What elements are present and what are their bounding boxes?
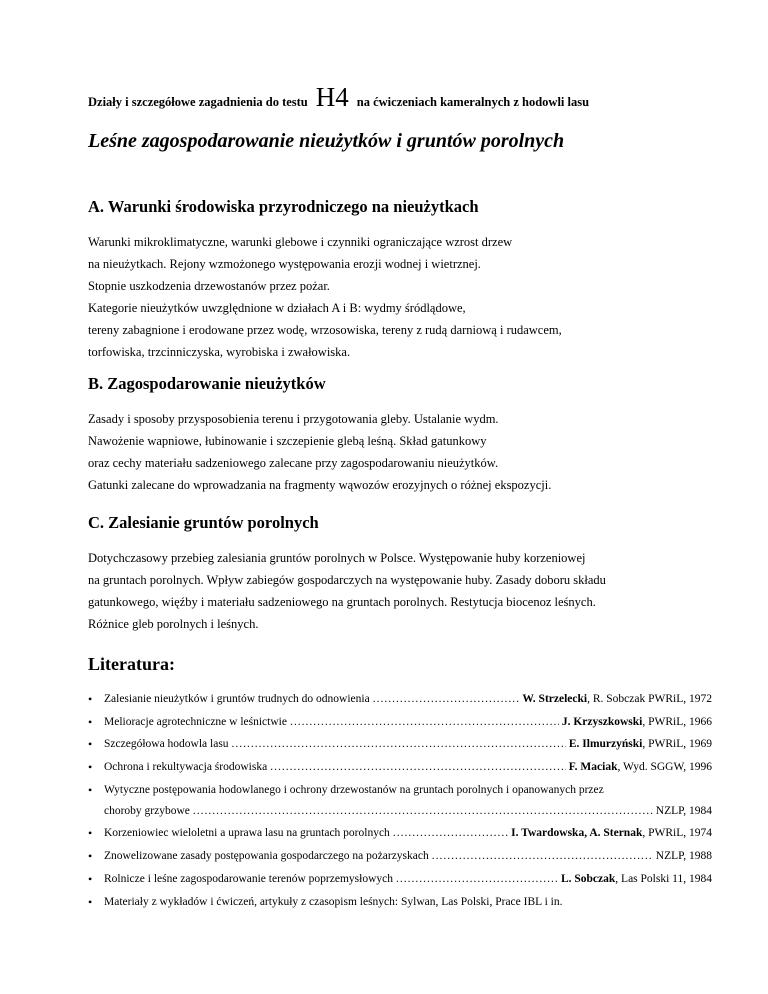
- literature-title: Znowelizowane zasady postępowania gospodarczego na pożarzyskach: [104, 850, 429, 863]
- literature-item: [88, 892, 712, 913]
- literature-author: L. Sobczak: [560, 872, 616, 885]
- bullet-icon: •: [88, 849, 93, 864]
- dot-leader: [373, 689, 520, 710]
- dot-leader: [396, 869, 558, 890]
- section-b-line: Gatunki zalecane do wprowadzania na fragmenty wąwozów erozyjnych o różnej ekspozycji.: [88, 478, 552, 492]
- dot-leader: [290, 712, 559, 733]
- literature-title: Materiały z wykładów i ćwiczeń, artykuły z czasopism leśnych: Sylwan, Las Polski, Prace IBL i in.: [104, 895, 563, 908]
- literature-title: Zalesianie nieużytków i gruntów trudnych do odnowienia: [104, 693, 370, 705]
- section-a-body: [88, 231, 728, 363]
- section-c-line: Różnice gleb porolnych i leśnych.: [88, 617, 259, 631]
- literature-publisher: , PWRiL, 1974: [642, 827, 712, 840]
- literature-title: Korzeniowiec wieloletni a uprawa lasu na gruntach porolnych: [104, 827, 390, 840]
- literature-item: [88, 823, 712, 844]
- literature-item: [88, 846, 712, 867]
- literature-title: Wytyczne postępowania hodowlanego i ochrony drzewostanów na gruntach porolnych i opanowanych przez: [104, 783, 604, 796]
- header-prefix: Działy i szczegółowe zagadnienia do testu: [88, 95, 308, 109]
- section-b-heading: B. Zagospodarowanie nieużytków: [88, 374, 326, 393]
- header-suffix: na ćwiczeniach kameralnych z hodowli lasu: [356, 95, 590, 109]
- document-title: Leśne zagospodarowanie nieużytków i gruntów porolnych: [88, 130, 565, 152]
- literature-heading: Literatura:: [88, 654, 175, 674]
- literature-item: [88, 734, 712, 755]
- bullet-icon: •: [88, 871, 93, 886]
- literature-item: [88, 869, 712, 890]
- literature-author: W. Strzelecki: [522, 693, 588, 705]
- section-a-line: Stopnie uszkodzenia drzewostanów przez pożar.: [88, 279, 330, 293]
- literature-item: [88, 689, 712, 710]
- bullet-icon: •: [88, 782, 93, 797]
- section-a-line: torfowiska, trzcinniczyska, wyrobiska i zwałowiska.: [88, 345, 351, 359]
- test-code: H4: [315, 82, 349, 112]
- section-c-line: Dotychczasowy przebieg zalesiania gruntów porolnych w Polsce. Występowanie huby korzeniowej: [88, 551, 586, 565]
- bullet-icon: •: [88, 826, 93, 841]
- literature-author: F. Maciak: [568, 761, 618, 774]
- literature-item: [88, 757, 712, 778]
- bullet-icon: •: [88, 894, 93, 909]
- section-a-line: Kategorie nieużytków uwzględnione w działach A i B: wydmy śródlądowe,: [88, 301, 466, 315]
- literature-publisher: , PWRiL, 1969: [642, 738, 712, 751]
- literature-title-continued: choroby grzybowe: [104, 804, 190, 817]
- literature-title: Melioracje agrotechniczne w leśnictwie: [104, 715, 287, 728]
- literature-publisher: , PWRiL, 1966: [642, 715, 712, 728]
- section-b-line: Zasady i sposoby przysposobienia terenu i przygotowania gleby. Ustalanie wydm.: [88, 412, 499, 426]
- bullet-icon: •: [88, 760, 93, 775]
- dot-leader: [193, 801, 653, 822]
- section-a-line: na nieużytkach. Rejony wzmożonego występowania erozji wodnej i wietrznej.: [88, 257, 481, 271]
- literature-item: [88, 780, 712, 822]
- literature-title: Rolnicze i leśne zagospodarowanie terenów poprzemysłowych: [104, 872, 393, 885]
- section-c-body: [88, 547, 728, 635]
- dot-leader: [232, 734, 566, 755]
- literature-author: I. Twardowska, A. Sternak: [511, 827, 643, 840]
- section-b-line: oraz cechy materiału sadzeniowego zalecane przy zagospodarowaniu nieużytków.: [88, 456, 499, 470]
- literature-publisher: NZLP, 1988: [655, 850, 712, 863]
- section-c-line: na gruntach porolnych. Wpływ zabiegów gospodarczych na występowanie huby. Zasady doboru składu: [88, 573, 606, 587]
- section-c-heading: C. Zalesianie gruntów porolnych: [88, 513, 319, 532]
- literature-author: E. Ilmurzyński: [568, 738, 643, 751]
- section-a-line: tereny zabagnione i erodowane przez wodę, wrzosowiska, tereny z rudą darniową i rudawcem,: [88, 323, 562, 337]
- section-b-body: [88, 408, 728, 496]
- dot-leader: [432, 846, 653, 867]
- bullet-icon: •: [88, 737, 93, 752]
- literature-item: [88, 712, 712, 733]
- header-line: [88, 82, 748, 113]
- literature-publisher: , R. Sobczak PWRiL, 1972: [587, 693, 712, 705]
- bullet-icon: •: [88, 692, 93, 706]
- literature-list: [88, 689, 712, 914]
- section-c-line: gatunkowego, więźby i materiału sadzeniowego na gruntach porolnych. Restytucja biocenoz leśnych.: [88, 595, 596, 609]
- dot-leader: [393, 823, 508, 844]
- dot-leader: [270, 757, 566, 778]
- section-a-heading: A. Warunki środowiska przyrodniczego na nieużytkach: [88, 197, 479, 216]
- literature-publisher: NZLP, 1984: [655, 804, 712, 817]
- bullet-icon: •: [88, 714, 93, 729]
- section-b-line: Nawożenie wapniowe, łubinowanie i szczepienie glebą leśną. Skład gatunkowy: [88, 434, 487, 448]
- literature-publisher: , Wyd. SGGW, 1996: [617, 761, 712, 774]
- literature-title: Ochrona i rekultywacja środowiska: [104, 761, 268, 774]
- literature-title: Szczegółowa hodowla lasu: [104, 738, 229, 751]
- literature-author: J. Krzyszkowski: [561, 715, 643, 728]
- section-a-line: Warunki mikroklimatyczne, warunki glebowe i czynniki ograniczające wzrost drzew: [88, 235, 513, 249]
- literature-publisher: , Las Polski 11, 1984: [615, 872, 712, 885]
